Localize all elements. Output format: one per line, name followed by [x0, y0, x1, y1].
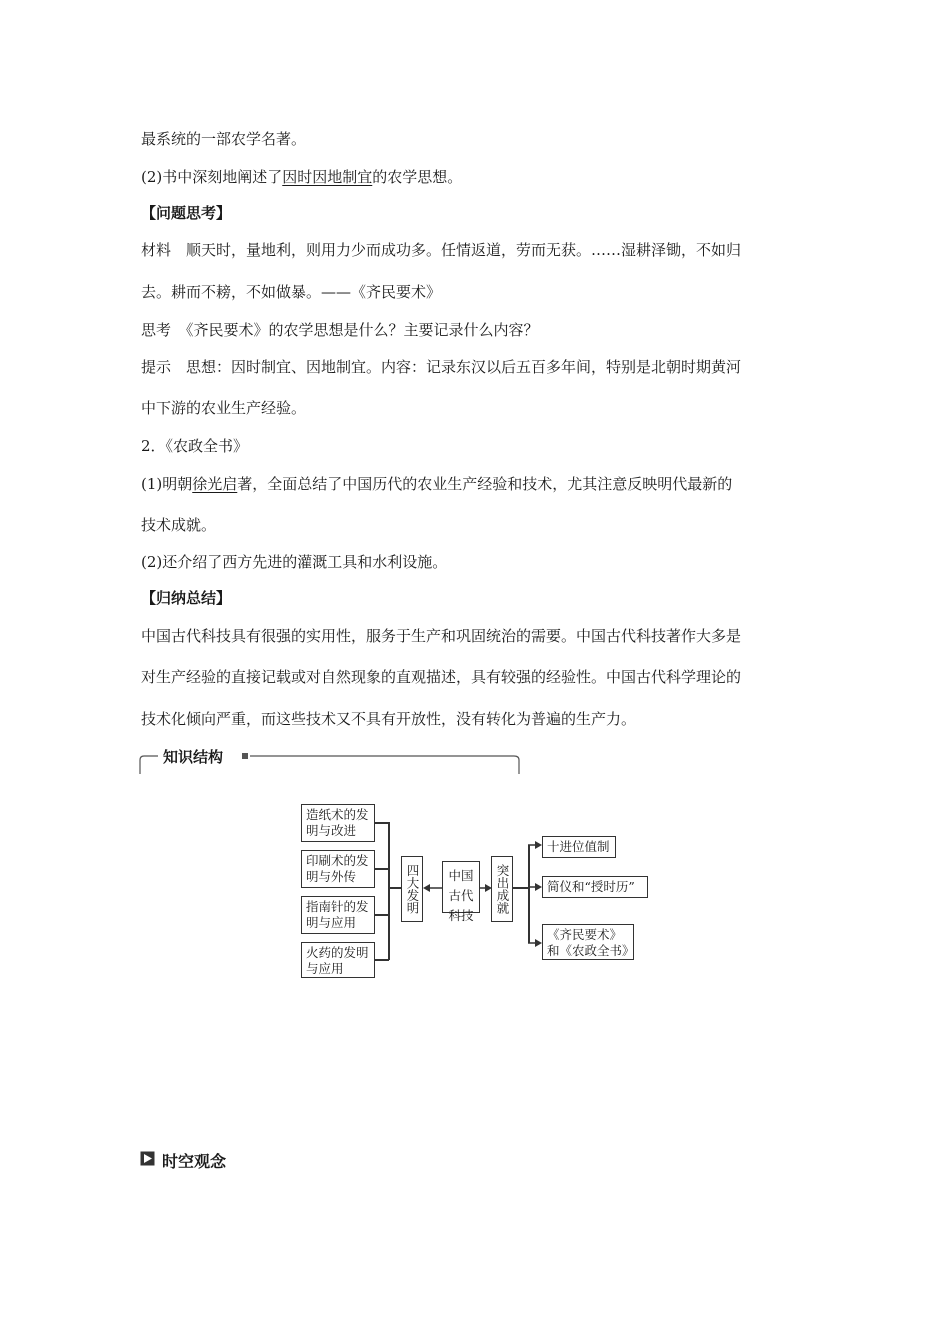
- text-line: 技术化倾向严重，而这些技术又不具有开放性，没有转化为普遍的生产力。: [141, 710, 637, 728]
- text-line: 最系统的一部农学名著。: [141, 130, 307, 148]
- arrow-right-icon: [528, 881, 542, 893]
- section-title-zhishi: 知识结构: [163, 748, 224, 766]
- text-line: [141, 168, 462, 186]
- heading-guina: 【归纳总结】: [141, 589, 232, 607]
- arrow-right-icon: [528, 839, 542, 851]
- text-line: 中下游的农业生产经验。: [141, 399, 307, 417]
- text-line: 思考 《齐民要术》的农学思想是什么？主要记录什么内容？: [141, 321, 539, 339]
- arrow-left-icon: [423, 882, 442, 894]
- diagram-box-center: 中国古代科技: [442, 861, 480, 913]
- heading-wenti: 【问题思考】: [141, 204, 232, 222]
- text-span: 著，全面总结了中国历代的农业生产经验和技术，尤其注意反映明代最新的: [237, 475, 733, 493]
- text-line: 提示 思想：因时制宜、因地制宜。内容：记录东汉以后五百多年间，特别是北朝时期黄河: [141, 358, 742, 376]
- text-line: (2)还介绍了西方先进的灌溉工具和水利设施。: [141, 553, 448, 571]
- underlined-term: 因时因地制宜: [282, 168, 373, 186]
- text-span: (1)明朝: [141, 475, 193, 493]
- text-line: 对生产经验的直接记载或对自然现象的直观描述，具有较强的经验性。中国古代科学理论的: [141, 668, 742, 686]
- arrow-right-icon: [528, 937, 542, 949]
- diagram-box-decimal: 十进位值制: [542, 836, 616, 858]
- section-title-shikong: 时空观念: [162, 1152, 227, 1171]
- diagram-box-jianyi: 简仪和“授时历”: [542, 876, 648, 898]
- diagram-box-gunpowder: 火药的发明与应用: [301, 942, 375, 978]
- text-line: 技术成就。: [141, 516, 217, 534]
- text-span: (2)书中深刻地阐述了: [141, 168, 283, 186]
- text-span: 的农学思想。: [372, 168, 463, 186]
- text-line: 材料 顺天时，量地利，则用力少而成功多。任情返道，劳而无获。……湿耕泽锄，不如归: [141, 241, 742, 259]
- underlined-term: 徐光启: [192, 475, 238, 493]
- play-triangle-icon: [140, 1151, 155, 1166]
- text-line: 去。耕而不耪，不如做暴。——《齐民要术》: [141, 283, 442, 301]
- diagram-box-paper: 造纸术的发明与改进: [301, 804, 375, 842]
- diagram-box-printing: 印刷术的发明与外传: [301, 850, 375, 888]
- text-line: 2．《农政全书》: [141, 437, 249, 455]
- text-line: 中国古代科技具有很强的实用性，服务于生产和巩固统治的需要。中国古代科技著作大多是: [141, 627, 742, 645]
- diagram-box-books: 《齐民要术》和《农政全书》: [542, 924, 634, 960]
- diagram-box-tuchu: 突出成就: [491, 856, 513, 922]
- diagram-box-compass: 指南针的发明与应用: [301, 896, 375, 934]
- diagram-box-sida: 四大发明: [401, 856, 423, 922]
- text-line: [141, 475, 732, 493]
